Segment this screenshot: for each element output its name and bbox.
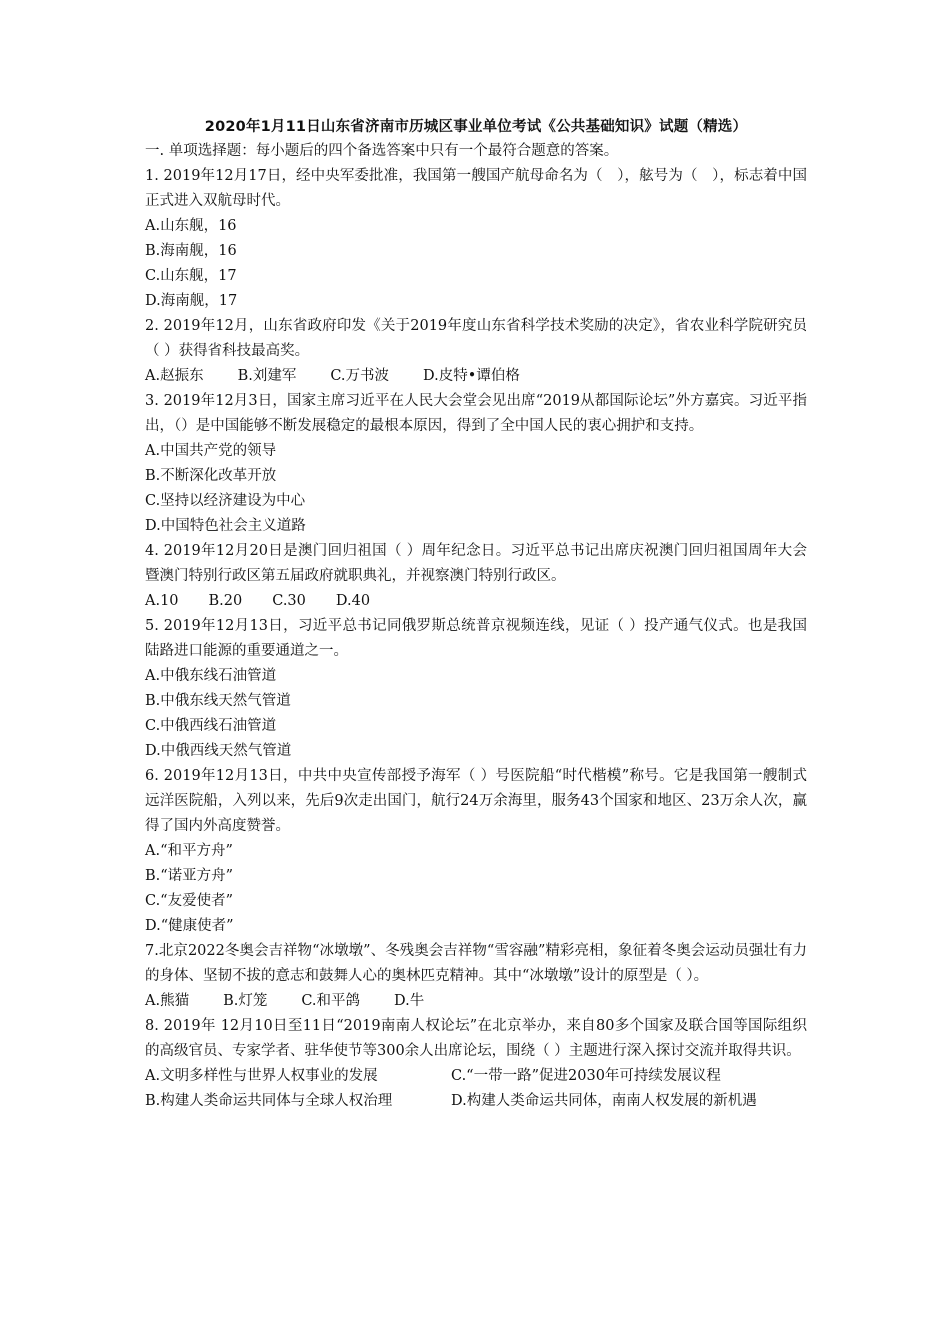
option-a: A.中国共产党的领导 <box>145 443 277 459</box>
question-6 <box>145 764 807 939</box>
options-row <box>145 1064 807 1089</box>
option-a: A.文明多样性与世界人权事业的发展 <box>145 1068 378 1084</box>
option-d: D.皮特•谭伯格 <box>423 368 520 384</box>
question-stem: 4. 2019年12月20日是澳门回归祖国（ ）周年纪念日。习近平总书记出席庆祝澳门回归祖国周年大会暨澳门特别行政区第五届政府就职典礼，并视察澳门特别行政区。 <box>145 543 807 584</box>
option-b: B.刘建军 <box>237 368 297 384</box>
options-row <box>145 589 807 614</box>
options-row <box>145 1089 807 1114</box>
option-b: B.中俄东线天然气管道 <box>145 693 291 709</box>
option-d: D.中俄西线天然气管道 <box>145 743 292 759</box>
option-c: C.坚持以经济建设为中心 <box>145 493 306 509</box>
option-d: D.40 <box>335 593 371 609</box>
question-1 <box>145 164 807 314</box>
option-b: B.灯笼 <box>223 993 268 1009</box>
option-d: D.牛 <box>394 993 425 1009</box>
option-b: B.构建人类命运共同体与全球人权治理 <box>145 1093 393 1109</box>
option-d: D.“健康使者” <box>145 918 234 934</box>
option-a: A.“和平方舟” <box>145 843 233 859</box>
question-4 <box>145 539 807 614</box>
option-c: C.万书波 <box>330 368 390 384</box>
option-b: B.20 <box>208 593 243 609</box>
exam-page <box>145 117 807 1114</box>
option-d: D.海南舰，17 <box>145 293 238 309</box>
option-c: C.30 <box>272 593 306 609</box>
question-8 <box>145 1014 807 1114</box>
question-stem: 6. 2019年12月13日，中共中央宣传部授予海军（ ）号医院船“时代楷模”称号。它是我国第一艘制式远洋医院船，入列以来，先后9次走出国门，航行24万余海里，服务43个国家和地区、23万余人次，赢得了国内外高度赞誉。 <box>145 768 807 834</box>
question-stem: 2. 2019年12月，山东省政府印发《关于2019年度山东省科学技术奖励的决定》，省农业科学院研究员（ ）获得省科技最高奖。 <box>145 318 807 359</box>
question-stem: 8. 2019年 12月10日至11日“2019南南人权论坛”在北京举办，来自80多个国家及联合国等国际组织的高级官员、专家学者、驻华使节等300余人出席论坛，围绕（ ）主题进行深入探讨交流并取得共识。 <box>145 1018 807 1059</box>
option-c: C.“一带一路”促进2030年可持续发展议程 <box>451 1068 721 1084</box>
option-b: B.“诺亚方舟” <box>145 868 234 884</box>
question-2 <box>145 314 807 389</box>
option-c: C.山东舰，17 <box>145 268 237 284</box>
option-a: A.山东舰，16 <box>145 218 237 234</box>
page-title: 2020年1月11日山东省济南市历城区事业单位考试《公共基础知识》试题（精选） <box>204 119 748 135</box>
option-b: B.海南舰，16 <box>145 243 237 259</box>
option-c: C.和平鸽 <box>301 993 361 1009</box>
question-stem: 7.北京2022冬奥会吉祥物“冰墩墩”、冬残奥会吉祥物“雪容融”精彩亮相，象征着冬奥会运动员强壮有力的身体、坚韧不拔的意志和鼓舞人心的奥林匹克精神。其中“冰墩墩”设计的原型是（ ）。 <box>145 943 807 984</box>
question-3 <box>145 389 807 539</box>
option-d: D.中国特色社会主义道路 <box>145 518 306 534</box>
options-row <box>145 364 807 389</box>
options-row <box>145 989 807 1014</box>
option-d: D.构建人类命运共同体，南南人权发展的新机遇 <box>451 1093 757 1109</box>
option-c: C.“友爱使者” <box>145 893 234 909</box>
option-b: B.不断深化改革开放 <box>145 468 277 484</box>
option-a: A.中俄东线石油管道 <box>145 668 277 684</box>
option-a: A.熊猫 <box>145 993 190 1009</box>
question-7 <box>145 939 807 1014</box>
question-stem: 5. 2019年12月13日，习近平总书记同俄罗斯总统普京视频连线，见证（ ）投产通气仪式。也是我国陆路进口能源的重要通道之一。 <box>145 618 807 659</box>
question-stem: 3. 2019年12月3日，国家主席习近平在人民大会堂会见出席“2019从都国际论坛”外方嘉宾。习近平指出，（）是中国能够不断发展稳定的最根本原因，得到了全中国人民的衷心拥护和支持。 <box>145 393 807 434</box>
option-c: C.中俄西线石油管道 <box>145 718 277 734</box>
option-a: A.10 <box>145 593 179 609</box>
option-a: A.赵振东 <box>145 368 204 384</box>
question-stem: 1. 2019年12月17日，经中央军委批准，我国第一艘国产航母命名为（ ），舷号为（ ），标志着中国正式进入双航母时代。 <box>145 168 807 209</box>
section-heading: 一. 单项选择题：每小题后的四个备选答案中只有一个最符合题意的答案。 <box>145 143 619 159</box>
question-5 <box>145 614 807 764</box>
